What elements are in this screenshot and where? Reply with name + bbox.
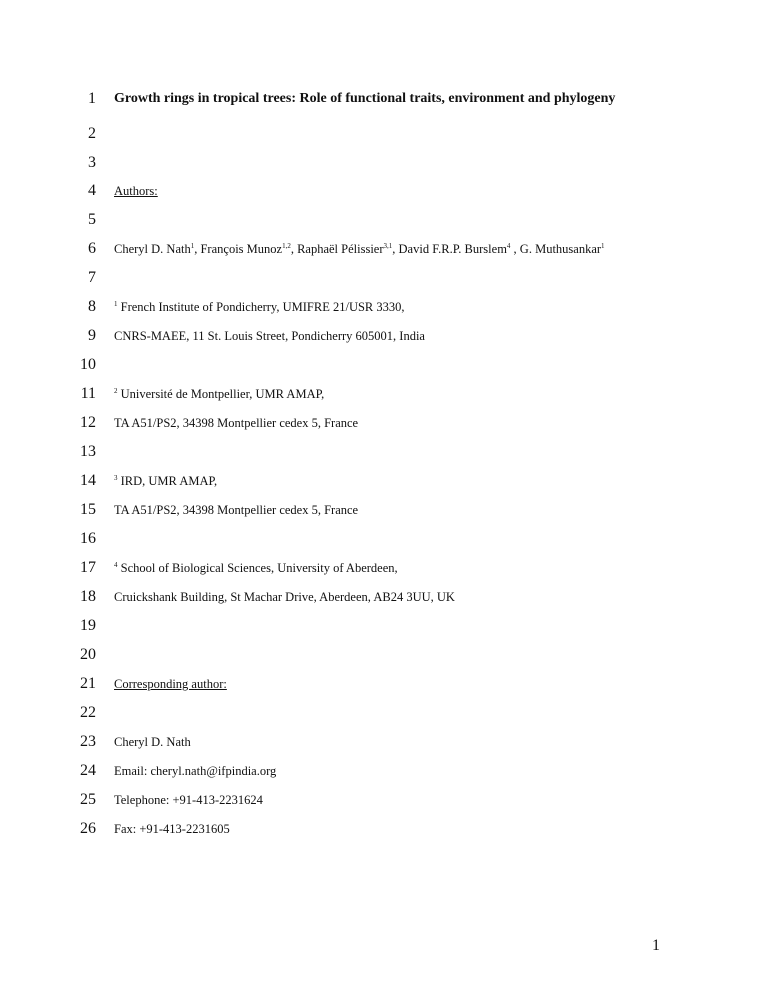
line-3 [0,153,773,173]
affiliation-text: Cruickshank Building, St Machar Drive, Aberdeen, AB24 3UU, UK [114,590,455,604]
line-number: 8 [88,298,96,315]
line-1 [0,89,773,109]
line-number: 19 [80,617,96,634]
line-11 [0,384,773,404]
affiliation-marker: 4 [506,242,511,250]
line-20 [0,645,773,665]
line-number: 23 [80,733,96,750]
line-21 [0,674,773,694]
line-number: 26 [80,820,96,837]
line-number: 9 [88,327,96,344]
line-5 [0,210,773,230]
line-number: 6 [88,240,96,257]
affiliation-text: TA A51/PS2, 34398 Montpellier cedex 5, France [114,416,359,430]
line-10 [0,355,773,375]
line-26 [0,819,773,839]
line-7 [0,268,773,288]
line-17 [0,558,773,578]
contact-fax: Fax: +91-413-2231605 [114,822,230,836]
line-15 [0,500,773,520]
line-number: 22 [80,704,96,721]
author-name: , G. Muthusankar [510,242,602,256]
affiliation [114,384,324,404]
line-14 [0,471,773,491]
line-number: 14 [80,472,96,489]
contact-telephone: Telephone: +91-413-2231624 [114,793,263,807]
line-number: 25 [80,791,96,808]
affiliation-text: CNRS-MAEE, 11 St. Louis Street, Pondicherry 605001, India [114,329,425,343]
line-4 [0,181,773,201]
line-number: 18 [80,588,96,605]
line-19 [0,616,773,636]
affiliation-text: School of Biological Sciences, University of Aberdeen, [117,561,398,575]
author-name: Cheryl D. Nath [114,242,191,256]
line-25 [0,790,773,810]
affiliation-marker: 4 [114,561,118,569]
line-number: 13 [80,443,96,460]
line-12 [0,413,773,433]
line-23 [0,732,773,752]
authors-heading: Authors: [114,184,158,198]
affiliation-text: TA A51/PS2, 34398 Montpellier cedex 5, France [114,503,359,517]
line-number: 12 [80,414,96,431]
affiliation-marker: 2 [114,387,118,395]
corresponding-author-name: Cheryl D. Nath [114,735,191,749]
affiliation-text: IRD, UMR AMAP, [117,474,218,488]
contact-email: Email: cheryl.nath@ifpindia.org [114,764,277,778]
line-22 [0,703,773,723]
line-16 [0,529,773,549]
line-number: 21 [80,675,96,692]
affiliation-marker: 1 [601,242,605,250]
line-number: 10 [80,356,96,373]
paper-title: Growth rings in tropical trees: Role of functional traits, environment and phylogeny [114,91,616,106]
line-number: 16 [80,530,96,547]
line-9 [0,326,773,346]
affiliation [114,297,405,317]
line-24 [0,761,773,781]
author-list [114,239,605,259]
author-name: , François Munoz [194,242,283,256]
line-2 [0,124,773,144]
line-number: 24 [80,762,96,779]
line-number: 7 [88,269,96,286]
line-18 [0,587,773,607]
author-name: , Raphaël Pélissier [290,242,384,256]
line-number: 11 [80,385,96,402]
corresponding-author-heading: Corresponding author: [114,677,227,691]
line-number: 1 [88,90,96,107]
line-number: 17 [80,559,96,576]
author-name: , David F.R.P. Burslem [392,242,507,256]
line-number: 5 [88,211,96,228]
page-number: 1 [652,937,660,954]
affiliation [114,471,217,491]
affiliation [114,558,398,578]
line-8 [0,297,773,317]
affiliation-text: French Institute of Pondicherry, UMIFRE 21/USR 3330, [117,300,405,314]
line-number: 4 [88,182,96,199]
line-13 [0,442,773,462]
affiliation-marker: 1 [114,300,118,308]
affiliation-marker: 1 [190,242,195,250]
line-6 [0,239,773,259]
line-number: 2 [88,125,96,142]
affiliation-marker: 1,2 [282,242,291,250]
affiliation-marker: 3,1 [383,242,393,250]
line-number: 15 [80,501,96,518]
line-number: 20 [80,646,96,663]
line-number: 3 [88,154,96,171]
affiliation-marker: 3 [114,474,118,482]
affiliation-text: Université de Montpellier, UMR AMAP, [117,387,325,401]
